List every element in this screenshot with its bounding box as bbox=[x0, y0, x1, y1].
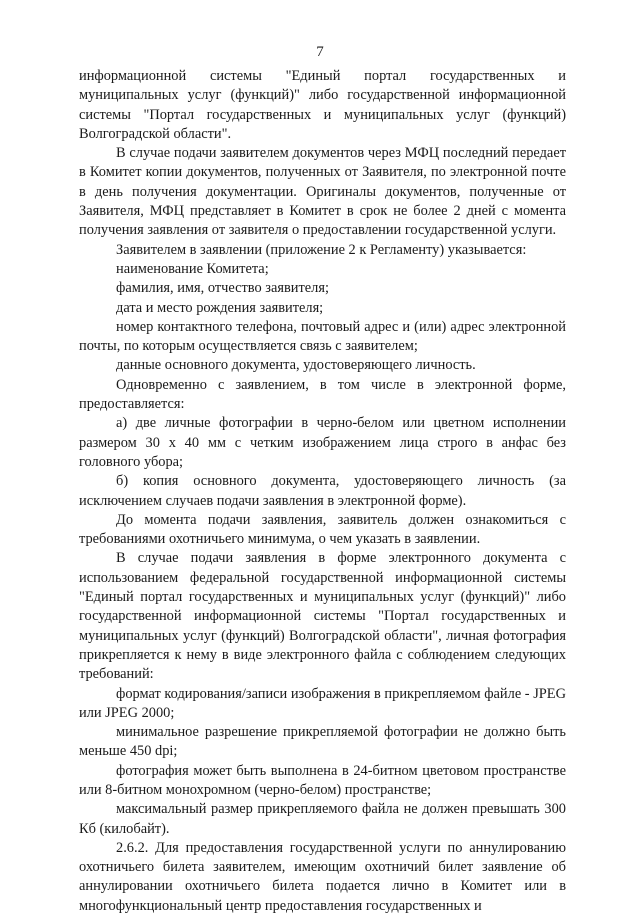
paragraph-section-2-6-2: 2.6.2. Для предоставления государственной услуги по аннулированию охотничьего билета заявителем, имеющим охотничий билет заявление об аннулировании охотничьего билета подается лично в Комитет или в многофункциональный центр предоставления государственных и bbox=[79, 839, 566, 914]
list-item-max-file-size: максимальный размер прикрепляемого файла не должен превышать 300 Кб (килобайт). bbox=[79, 801, 566, 837]
paragraph-attachments-intro: Одновременно с заявлением, в том числе в электронной форме, предоставляется: bbox=[79, 376, 566, 413]
paragraph-portal-continuation: информационной системы "Единый портал государственных и муниципальных услуг (функций)" либо государственной информационной системы "Портал государственных и муниципальных услуг (функций) Волгоградской области". bbox=[79, 68, 566, 142]
list-item-identity-document: данные основного документа, удостоверяющего личность. bbox=[116, 357, 476, 374]
list-item-committee-name: наименование Комитета; bbox=[116, 260, 269, 277]
list-item-photographs: а) две личные фотографии в черно-белом или цветном исполнении размером 30 х 40 мм с четким изображением лица строго в анфас без головного убора; bbox=[79, 415, 566, 470]
document-body bbox=[79, 67, 566, 916]
paragraph-application-contents-intro: Заявителем в заявлении (приложение 2 к Регламенту) указывается: bbox=[116, 241, 527, 258]
list-item-applicant-name: фамилия, имя, отчество заявителя; bbox=[116, 280, 329, 297]
list-item-document-copy: б) копия основного документа, удостоверяющего личность (за исключением случаев подачи заявления в электронной форме). bbox=[79, 473, 566, 509]
paragraph-mfc-submission: В случае подачи заявителем документов через МФЦ последний передает в Комитет копии документов, полученных от Заявителя, по электронной почте в день получения документации. Оригиналы документов, полученные от Заявителя, МФЦ представляет в Комитет в срок не более 2 дней с момента получения заявления от заявителя о предоставлении государственной услуги. bbox=[79, 145, 566, 239]
list-item-contact-details: номер контактного телефона, почтовый адрес и (или) адрес электронной почты, по которым осуществляется связь с заявителем; bbox=[79, 318, 566, 355]
paragraph-electronic-submission: В случае подачи заявления в форме электронного документа с использованием федеральной государственной информационной системы "Единый портал государственных и муниципальных услуг (функций)" либо государственной информационной системы "Портал государственных и муниципальных услуг (функций) Волгоградской области", личная фотография прикрепляется к нему в виде электронного файла с соблюдением следующих требований: bbox=[79, 550, 566, 683]
list-item-min-resolution: минимальное разрешение прикрепляемой фотографии не должно быть меньше 450 dpi; bbox=[79, 724, 566, 760]
list-item-birth-date-place: дата и место рождения заявителя; bbox=[116, 299, 324, 316]
page-number: 7 bbox=[316, 44, 324, 60]
paragraph-hunting-minimum: До момента подачи заявления, заявитель должен ознакомиться с требованиями охотничьего минимума, о чем указать в заявлении. bbox=[79, 511, 566, 548]
list-item-color-space: фотография может быть выполнена в 24-битном цветовом пространстве или 8-битном монохромном (черно-белом) пространстве; bbox=[79, 762, 566, 798]
list-item-file-format: формат кодирования/записи изображения в прикрепляемом файле - JPEG или JPEG 2000; bbox=[79, 685, 566, 721]
